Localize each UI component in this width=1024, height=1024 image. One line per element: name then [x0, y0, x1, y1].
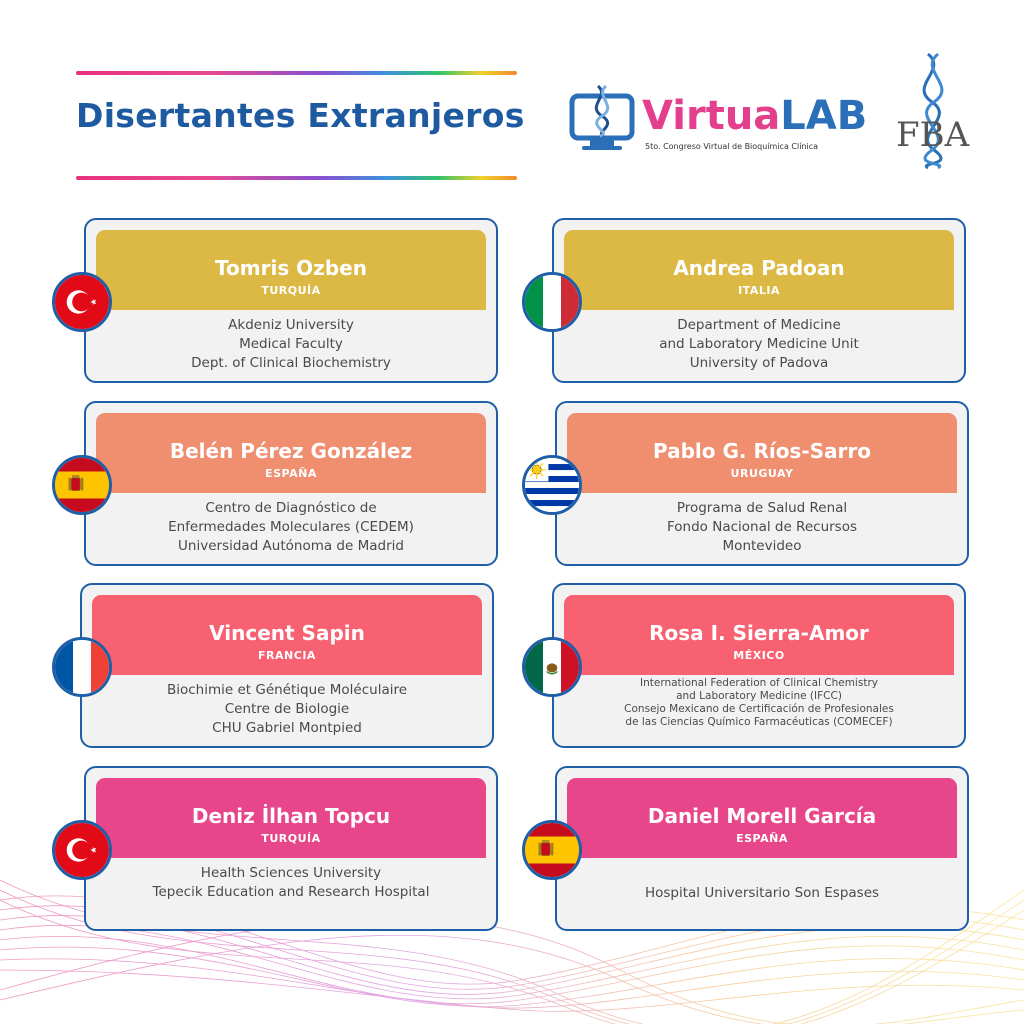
speaker-country: ESPAÑA — [265, 467, 317, 480]
speaker-name: Pablo G. Ríos-Sarro — [652, 439, 872, 463]
speaker-card-header — [567, 413, 957, 493]
speaker-affiliation — [96, 499, 486, 556]
speaker-name: Belén Pérez González — [169, 439, 413, 463]
speaker-name: Daniel Morell García — [647, 804, 877, 828]
affiliation-line: Department of Medicine — [677, 317, 841, 333]
affiliation-line: de las Ciencias Químico Farmacéuticas (COMECEF) — [625, 716, 893, 728]
affiliation-line: Centro de Diagnóstico de — [205, 500, 377, 516]
virtualab-logo-text: VirtuaLAB — [642, 93, 868, 139]
speaker-name: Vincent Sapin — [209, 621, 365, 645]
affiliation-line: Hospital Universitario Son Espases — [644, 885, 880, 901]
speaker-card-header — [96, 778, 486, 858]
speaker-affiliation — [564, 677, 954, 729]
affiliation-line: Consejo Mexicano de Certificación de Profesionales — [624, 703, 894, 715]
uruguay-flag-icon — [522, 455, 582, 515]
speaker-country: TURQUÍA — [261, 832, 321, 845]
virtualab-monitor-logo-icon — [568, 82, 638, 154]
speaker-affiliation — [96, 316, 486, 373]
mexico-flag-icon — [522, 637, 582, 697]
affiliation-line: and Laboratory Medicine (IFCC) — [676, 690, 842, 702]
speaker-card-header — [92, 595, 482, 675]
turkey-flag-icon — [52, 272, 112, 332]
speaker-card — [555, 401, 969, 566]
affiliation-line: Biochimie et Génétique Moléculaire — [166, 682, 408, 698]
speaker-card — [552, 583, 966, 748]
affiliation-line: Universidad Autónoma de Madrid — [178, 538, 404, 554]
speaker-country: MÉXICO — [733, 649, 785, 662]
france-flag-icon — [52, 637, 112, 697]
affiliation-line: Medical Faculty — [239, 336, 343, 352]
speaker-name: Deniz İlhan Topcu — [191, 804, 391, 828]
page-title: Disertantes Extranjeros — [76, 96, 525, 135]
affiliation-line: University of Padova — [689, 355, 829, 371]
speaker-affiliation — [92, 681, 482, 738]
spain-flag-icon — [522, 820, 582, 880]
affiliation-line: and Laboratory Medicine Unit — [659, 336, 859, 352]
affiliation-line: Centre de Biologie — [224, 701, 350, 717]
spain-flag-icon — [52, 455, 112, 515]
speaker-card — [555, 766, 969, 931]
speaker-card — [84, 401, 498, 566]
speaker-name: Andrea Padoan — [673, 256, 845, 280]
speaker-affiliation — [567, 499, 957, 556]
speaker-name: Tomris Ozben — [215, 256, 367, 280]
speaker-card-header — [567, 778, 957, 858]
fba-logo-text: FBA — [896, 115, 970, 155]
affiliation-line: Health Sciences University — [200, 865, 382, 881]
italy-flag-icon — [522, 272, 582, 332]
speaker-card-header — [96, 413, 486, 493]
affiliation-line: Programa de Salud Renal — [676, 500, 848, 516]
affiliation-line: Enfermedades Moleculares (CEDEM) — [168, 519, 414, 535]
speaker-affiliation — [564, 316, 954, 373]
affiliation-line: CHU Gabriel Montpied — [212, 720, 362, 736]
speaker-affiliation — [567, 884, 957, 903]
affiliation-line: Dept. of Clinical Biochemistry — [191, 355, 391, 371]
speaker-country: FRANCIA — [258, 649, 316, 662]
bottom-rainbow-divider — [76, 176, 517, 180]
speaker-country: ESPAÑA — [736, 832, 788, 845]
affiliation-line: Akdeniz University — [228, 317, 354, 333]
speaker-card — [552, 218, 966, 383]
affiliation-line: Montevideo — [722, 538, 802, 554]
speaker-card — [84, 766, 498, 931]
speaker-card — [80, 583, 494, 748]
top-rainbow-divider — [76, 71, 517, 75]
speaker-affiliation — [96, 864, 486, 902]
speaker-card-header — [564, 230, 954, 310]
speaker-card-header — [564, 595, 954, 675]
affiliation-line: International Federation of Clinical Chemistry — [640, 677, 878, 689]
turkey-flag-icon — [52, 820, 112, 880]
speaker-country: URUGUAY — [730, 467, 794, 480]
affiliation-line: Tepecik Education and Research Hospital — [152, 884, 430, 900]
speaker-card — [84, 218, 498, 383]
speaker-card-header — [96, 230, 486, 310]
speaker-country: TURQUÍA — [261, 284, 321, 297]
speaker-name: Rosa I. Sierra-Amor — [649, 621, 869, 645]
speaker-country: ITALIA — [738, 284, 780, 297]
virtualab-subtitle: 5to. Congreso Virtual de Bioquímica Clínica — [645, 142, 819, 151]
affiliation-line: Fondo Nacional de Recursos — [667, 519, 857, 535]
